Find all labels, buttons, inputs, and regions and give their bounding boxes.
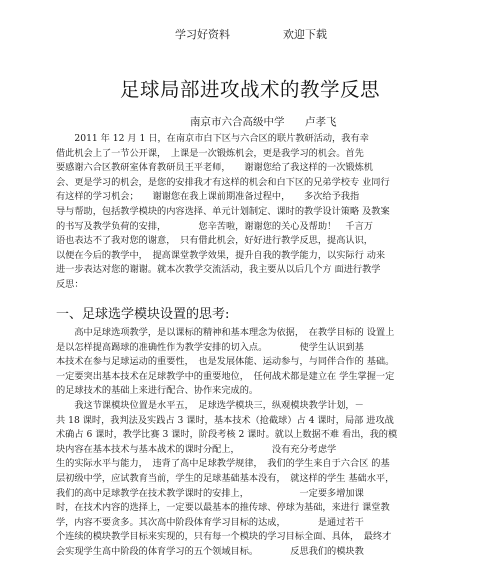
section-line: 是以怎样提高踢球的准确性作为教学安排的切入点。 使学生认识到基 [56, 341, 364, 353]
intro-line: 语也表达不了我对您的谢意， 只有借此机会，好好进行教学反思，提高认识， [56, 235, 373, 247]
section-line: 我们的高中足球教学在技术教学课时的安排上， 一定要多增加课 [56, 487, 364, 499]
header-left-text: 学习好资料 [175, 28, 230, 41]
section-paragraph [56, 326, 454, 560]
intro-line: 导与帮助，包括教学模块的内容选择、单元计划制定、课时的教学设计策略 及教案 [56, 205, 390, 217]
intro-line: 借此机会上了一节公开课， 上课是一次锻炼机会，更是我学习的机会。首先 [56, 147, 364, 159]
section-line: 块内容在基本技术与基本战术的课时分配上， 没有充分考虑学 [56, 443, 337, 455]
section-line: 术确占 6 课时，教学比赛 3 课时，阶段考核 2 课时。就以上数据不难 看出，我的模 [56, 429, 398, 441]
section-line: 的足球技术的基础上来进行配合、协作来完成的。 [56, 385, 259, 397]
intro-line: 要感谢六合区教研室体育教研员王平老师， 谢谢您给了我这样的一次锻炼机 [56, 162, 373, 174]
intro-line: 的书写及教学负荷的安排， 您辛苦啦，谢谢您的关心及帮助！ 千言万 [56, 220, 373, 232]
intro-paragraph [56, 132, 454, 293]
section-line: 本技术在参与足球运动的重要性， 也是发展体能、运动参与，与同伴合作的 基础。 [56, 356, 395, 368]
section-line: 个连续的模块教学目标来实现的，只有每一个模块的学习目标全面、具体， 最终才 [56, 531, 392, 543]
section-line: 会实现学生高中阶段的体育学习的五个领域目标。 反思我们的模块教 [56, 545, 364, 557]
intro-line: 有这样的学习机会； 谢谢您在我上课前期准备过程中， 多次给予我指 [56, 191, 360, 203]
section-line: 共 18 课时，我判法及实践占 3 课时，基本技术（抢截球）占 4 课时，局部 进攻战 [56, 414, 394, 426]
author-name: 卢孝飞 [305, 116, 337, 128]
section-line: 我这节课模块位置是水平五， 足球选学模块三，纵观模块教学计划，－ [56, 399, 364, 411]
section-line: 时，在技术内容的选择上，一定要以最基本的推传球、停球为基础，来进行 课堂教 [56, 502, 390, 514]
section-line: 生的实际水平与能力， 违背了高中足球教学规律， 我们的学生来自于六合区 的基 [56, 458, 390, 470]
school-name: 南京市六合高级中学 [190, 116, 285, 128]
section-line: 学，内容不要贪多。其次高中阶段体育学习目标的达成， 是通过若干 [56, 516, 364, 528]
intro-line: 会、更是学习的机会，是您的安排我才有这样的机会和白下区的兄弟学校专 业同行 [56, 176, 390, 188]
intro-line: 2011 年 12 月 1 日，在南京市白下区与六合区的联片教研活动，我有幸 [56, 133, 369, 144]
intro-line: 反思： [56, 278, 84, 290]
section-heading: 一、足球选学模块设置的思考: [56, 307, 230, 322]
header-right-text: 欢迎下载 [283, 28, 327, 41]
section-line: 层初级中学，应试教育当前，学生的足球基础基本没有， 就这样的学生 基础水平， [56, 472, 395, 484]
intro-line: 进一步表达对您的谢谢。就本次教学交流活动，我主要从以后几个方 面进行教学 [56, 264, 381, 276]
intro-line: 以便在今后的教学中， 提高课堂教学效果，提升自我的教学能力，以实际行 动来 [56, 249, 386, 261]
section-line: 高中足球选项教学，是以课标的精神和基本理念为依据， 在教学目标的 设置上 [56, 327, 395, 338]
document-title: 足球局部进攻战术的教学反思 [119, 78, 380, 101]
section-line: 一定要突出基本技术在足球教学中的重要地位， 任何战术都是建立在 学生掌握一定 [56, 370, 395, 382]
